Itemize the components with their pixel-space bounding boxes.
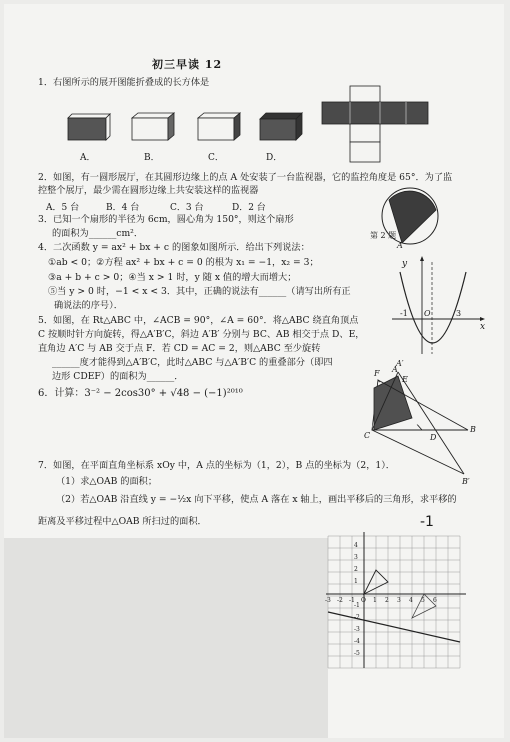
question-6-text: 6．计算：3⁻² − 2cos30° + √48 − (−1)²⁰¹⁰ xyxy=(38,388,243,399)
question-7-line-4: 距离及平移过程中△OAB 所扫过的面积． xyxy=(38,516,207,527)
question-3-line-1: 3．已知一个扇形的半径为 6cm，圆心角为 150°，则这个扇形 xyxy=(38,214,294,225)
triangle-label-d: D xyxy=(430,433,437,442)
parabola-root-3-label: 3 xyxy=(456,309,462,318)
box-option-a-figure xyxy=(62,112,112,144)
handwritten-mark: -1 xyxy=(420,514,434,530)
question-7-line-1: 7．如图，在平面直角坐标系 xOy 中，A 点的坐标为（1，2），B 点的坐标为（2，1）． xyxy=(38,460,395,471)
question-3-line-2: 的面积为______cm²． xyxy=(52,228,144,239)
triangle-label-f: F xyxy=(374,369,380,378)
shadow-region xyxy=(4,538,328,738)
q1-option-c: C． xyxy=(208,153,224,163)
grid-y-tick-label: -5 xyxy=(354,650,360,657)
page-title: 初三早读 12 xyxy=(152,58,223,71)
question-5-line-2: C 按顺时针方向旋转，得△A′B′C，斜边 A′B′ 分别与 BC、AB 相交于点 D、E， xyxy=(38,329,365,340)
q1-option-a: A． xyxy=(80,153,96,163)
coordinate-grid xyxy=(324,532,464,682)
grid-y-tick-label: 2 xyxy=(354,566,358,573)
question-4-line-1: 4．二次函数 y = ax² + bx + c 的图象如图所示．给出下列说法： xyxy=(38,242,310,253)
q2-option-a: A．5 台 xyxy=(46,203,80,213)
grid-x-tick-label: 5 xyxy=(421,597,425,604)
triangle-label-e: E xyxy=(402,375,408,384)
question-7-line-3: （2）若△OAB 沿直线 y = −½x 向下平移，使点 A 落在 x 轴上，画出平移后的三角形，求平移的 xyxy=(56,494,457,505)
box-option-b-figure xyxy=(128,112,178,144)
q2-option-d: D．2 台 xyxy=(232,203,266,213)
question-5-line-5: 边形 CDEF）的面积为______． xyxy=(52,371,184,382)
triangle-label-a-prime: A′ xyxy=(396,359,404,368)
grid-x-tick-label: -1 xyxy=(349,597,355,604)
box-option-c-figure xyxy=(194,112,244,144)
net-figure xyxy=(322,86,432,164)
triangle-label-c: C xyxy=(364,431,371,440)
triangle-label-b-prime: B′ xyxy=(462,477,470,486)
question-5-line-3: 直角边 A′C 与 AB 交于点 F．若 CD = AC = 2，则△ABC 至少旋转 xyxy=(38,343,321,354)
triangle-label-a: A xyxy=(392,365,398,374)
grid-y-tick-label: -4 xyxy=(354,638,360,645)
grid-x-tick-label: 1 xyxy=(373,597,377,604)
box-option-d-figure xyxy=(256,112,306,144)
grid-x-tick-label: 3 xyxy=(397,597,401,604)
grid-x-tick-label: -3 xyxy=(325,597,331,604)
grid-x-tick-label: 4 xyxy=(409,597,413,604)
worksheet-page xyxy=(4,4,504,738)
question-5-line-4: ______度才能得到△A′B′C，此时△ABC 与△A′B′C 的重叠部分（即四 xyxy=(52,357,333,368)
grid-x-tick-label: -2 xyxy=(337,597,343,604)
q2-option-c: C．3 台 xyxy=(170,203,204,213)
question-5-line-1: 5．如图，在 Rt△ABC 中，∠ACB = 90°，∠A = 60°．将△ABC 绕直角顶点 xyxy=(38,315,359,326)
question-1-text: 1．右图所示的展开图能折叠成的长方体是 xyxy=(38,77,210,88)
grid-x-tick-label: 6 xyxy=(433,597,437,604)
question-4-line-4: ⑤当 y > 0 时，−1 < x < 3．其中，正确的说法有______（请写出所有正 xyxy=(48,286,351,297)
grid-y-tick-label: 1 xyxy=(354,578,358,585)
grid-y-tick-label: 4 xyxy=(354,542,358,549)
question-4-line-3: ③a + b + c > 0；④当 x > 1 时，y 随 x 值的增大而增大； xyxy=(48,272,297,283)
question-7-line-2: （1）求△OAB 的面积； xyxy=(56,476,158,487)
question-2-line-1: 2．如图，有一圆形展厅，在其圆形边缘上的点 A 处安装了一台监视器，它的监控角度是 65°．为了监 xyxy=(38,172,453,183)
grid-x-tick-label: 2 xyxy=(385,597,389,604)
grid-y-tick-label: -1 xyxy=(354,602,360,609)
grid-y-tick-label: -3 xyxy=(354,626,360,633)
triangle-label-b: B xyxy=(470,425,476,434)
q1-option-d: D． xyxy=(266,153,283,163)
question-4-line-2: ①ab < 0；②方程 ax² + bx + c = 0 的根为 x₁ = −1，x₂ = 3； xyxy=(48,257,319,268)
parabola-x-label: x xyxy=(480,322,486,332)
line-y-neg-half-x xyxy=(328,612,460,642)
circle-figure-label: 第 2 题 xyxy=(370,231,397,240)
parabola-origin-label: O xyxy=(424,309,431,318)
q2-option-b: B．4 台 xyxy=(106,203,140,213)
grid-y-tick-label: -2 xyxy=(354,614,360,621)
q1-option-b: B． xyxy=(144,153,160,163)
question-4-line-5: 确说法的序号）． xyxy=(54,300,123,311)
circle-point-a-label: A xyxy=(397,241,403,250)
parabola-y-label: y xyxy=(402,259,408,269)
grid-y-tick-label: 3 xyxy=(354,554,358,561)
grid-x-tick-label: O xyxy=(361,597,366,604)
question-2-line-2: 控整个展厅，最少需在圆形边缘上共安装这样的监视器 xyxy=(38,185,259,196)
parabola-root-neg1-label: -1 xyxy=(400,309,408,318)
